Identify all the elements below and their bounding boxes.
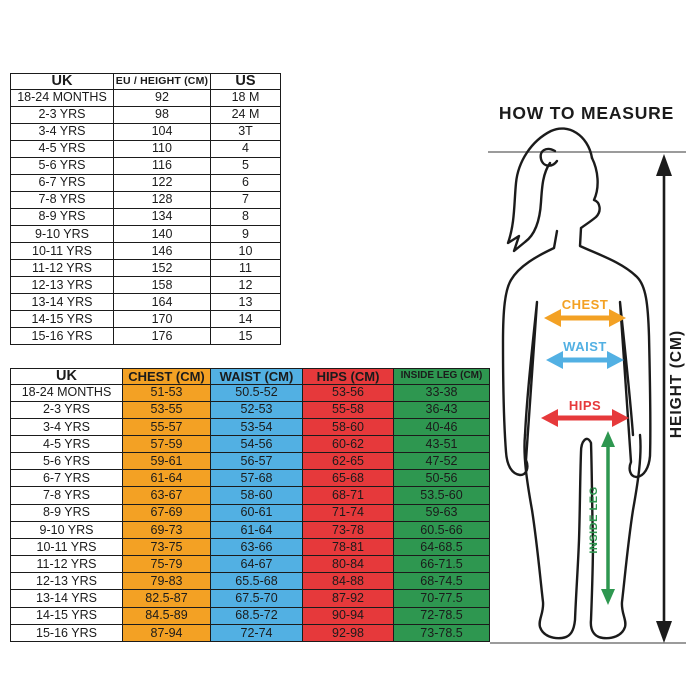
table-cell: 33-38 bbox=[394, 384, 490, 401]
table-cell: 5-6 YRS bbox=[11, 453, 123, 470]
table-row bbox=[11, 401, 490, 418]
table-cell: 12 bbox=[211, 276, 281, 293]
table-cell: 73-75 bbox=[123, 538, 211, 555]
table-cell: 14-15 YRS bbox=[11, 310, 114, 327]
table-cell: 87-92 bbox=[303, 590, 394, 607]
table-cell: 9 bbox=[211, 225, 281, 242]
table-cell: 5 bbox=[211, 157, 281, 174]
table-cell: 65-68 bbox=[303, 470, 394, 487]
table-cell: 72-78.5 bbox=[394, 607, 490, 624]
table-cell: 11 bbox=[211, 259, 281, 276]
table-cell: 72-74 bbox=[211, 624, 303, 641]
table-cell: 73-78.5 bbox=[394, 624, 490, 641]
table-cell: 5-6 YRS bbox=[11, 157, 114, 174]
table-cell: 152 bbox=[114, 259, 211, 276]
table-cell: 3-4 YRS bbox=[11, 418, 123, 435]
table-cell: 9-10 YRS bbox=[11, 225, 114, 242]
table-cell: 8-9 YRS bbox=[11, 208, 114, 225]
table-cell: 6-7 YRS bbox=[11, 174, 114, 191]
table-row bbox=[11, 487, 490, 504]
table-row bbox=[11, 140, 281, 157]
table-cell: 63-66 bbox=[211, 538, 303, 555]
table-cell: 4-5 YRS bbox=[11, 435, 123, 452]
table-cell: 140 bbox=[114, 225, 211, 242]
table-cell: 3T bbox=[211, 123, 281, 140]
table-cell: 146 bbox=[114, 242, 211, 259]
column-header-hips: HIPS (CM) bbox=[303, 369, 394, 385]
table-cell: 164 bbox=[114, 293, 211, 310]
table-cell: 128 bbox=[114, 191, 211, 208]
table-cell: 53-56 bbox=[303, 384, 394, 401]
table-cell: 59-61 bbox=[123, 453, 211, 470]
table-cell: 18-24 MONTHS bbox=[11, 89, 114, 106]
table-cell: 53-55 bbox=[123, 401, 211, 418]
table-cell: 40-46 bbox=[394, 418, 490, 435]
table-cell: 60-61 bbox=[211, 504, 303, 521]
table-cell: 64-67 bbox=[211, 556, 303, 573]
table-cell: 11-12 YRS bbox=[11, 259, 114, 276]
waist-label: WAIST bbox=[563, 339, 607, 354]
chest-label: CHEST bbox=[561, 297, 609, 312]
table-cell: 80-84 bbox=[303, 556, 394, 573]
hair-ponytail-outline bbox=[508, 129, 592, 251]
table-cell: 61-64 bbox=[123, 470, 211, 487]
left-arm-outline bbox=[503, 231, 557, 475]
table-row bbox=[11, 157, 281, 174]
table-cell: 75-79 bbox=[123, 556, 211, 573]
table-row bbox=[11, 538, 490, 555]
table-row bbox=[11, 242, 281, 259]
table-cell: 68-74.5 bbox=[394, 573, 490, 590]
table-cell: 18-24 MONTHS bbox=[11, 384, 123, 401]
table-cell: 55-58 bbox=[303, 401, 394, 418]
table-cell: 59-63 bbox=[394, 504, 490, 521]
waist-arrowhead-left bbox=[546, 351, 563, 369]
child-outline-figure bbox=[503, 129, 650, 639]
table-cell: 14-15 YRS bbox=[11, 607, 123, 624]
hips-arrowhead-left bbox=[541, 409, 558, 427]
measurement-diagram bbox=[480, 90, 700, 670]
header-row bbox=[11, 369, 490, 385]
table-cell: 84.5-89 bbox=[123, 607, 211, 624]
table-cell: 170 bbox=[114, 310, 211, 327]
table-cell: 10-11 YRS bbox=[11, 538, 123, 555]
table-row bbox=[11, 310, 281, 327]
table-cell: 8-9 YRS bbox=[11, 504, 123, 521]
table-cell: 73-78 bbox=[303, 521, 394, 538]
table-cell: 13-14 YRS bbox=[11, 293, 114, 310]
table-cell: 50.5-52 bbox=[211, 384, 303, 401]
how-to-measure-title: HOW TO MEASURE bbox=[498, 103, 675, 123]
table-cell: 69-73 bbox=[123, 521, 211, 538]
table-cell: 10-11 YRS bbox=[11, 242, 114, 259]
table-row bbox=[11, 225, 281, 242]
table-cell: 14 bbox=[211, 310, 281, 327]
table-cell: 43-51 bbox=[394, 435, 490, 452]
inside-leg-arrowhead-top bbox=[601, 431, 615, 447]
table-row bbox=[11, 276, 281, 293]
table-cell: 4-5 YRS bbox=[11, 140, 114, 157]
table-cell: 65.5-68 bbox=[211, 573, 303, 590]
table-row bbox=[11, 521, 490, 538]
table-cell: 6 bbox=[211, 174, 281, 191]
inside-leg-label: INSIDE LEG bbox=[588, 486, 600, 554]
table-cell: 84-88 bbox=[303, 573, 394, 590]
table-cell: 52-53 bbox=[211, 401, 303, 418]
table-cell: 58-60 bbox=[211, 487, 303, 504]
table-cell: 92-98 bbox=[303, 624, 394, 641]
table-row bbox=[11, 327, 281, 344]
column-header-waist: WAIST (CM) bbox=[211, 369, 303, 385]
size-conversion-table bbox=[10, 73, 281, 345]
table-cell: 63-67 bbox=[123, 487, 211, 504]
table-row bbox=[11, 573, 490, 590]
column-header-us: US bbox=[211, 74, 281, 90]
table-row bbox=[11, 191, 281, 208]
table-cell: 7 bbox=[211, 191, 281, 208]
table-cell: 53.5-60 bbox=[394, 487, 490, 504]
table-cell: 67.5-70 bbox=[211, 590, 303, 607]
table-cell: 60-62 bbox=[303, 435, 394, 452]
table-row bbox=[11, 123, 281, 140]
table-cell: 3-4 YRS bbox=[11, 123, 114, 140]
table-cell: 6-7 YRS bbox=[11, 470, 123, 487]
chest-arrowhead-left bbox=[544, 309, 561, 327]
table-row bbox=[11, 607, 490, 624]
table-cell: 7-8 YRS bbox=[11, 487, 123, 504]
column-header-uk: UK bbox=[11, 74, 114, 90]
table-cell: 54-56 bbox=[211, 435, 303, 452]
table-cell: 110 bbox=[114, 140, 211, 157]
table-cell: 64-68.5 bbox=[394, 538, 490, 555]
column-header-inside-leg: INSIDE LEG (CM) bbox=[394, 369, 490, 385]
table-cell: 8 bbox=[211, 208, 281, 225]
table-cell: 82.5-87 bbox=[123, 590, 211, 607]
table-row bbox=[11, 470, 490, 487]
hips-label: HIPS bbox=[568, 398, 602, 413]
header-row bbox=[11, 74, 281, 90]
table-row bbox=[11, 293, 281, 310]
table-cell: 10 bbox=[211, 242, 281, 259]
table-cell: 57-59 bbox=[123, 435, 211, 452]
table-cell: 36-43 bbox=[394, 401, 490, 418]
waist-arrowhead-right bbox=[607, 351, 624, 369]
table-cell: 12-13 YRS bbox=[11, 573, 123, 590]
table-cell: 79-83 bbox=[123, 573, 211, 590]
table-row bbox=[11, 259, 281, 276]
table-row bbox=[11, 174, 281, 191]
table-cell: 57-68 bbox=[211, 470, 303, 487]
table-cell: 90-94 bbox=[303, 607, 394, 624]
height-label: HEIGHT (CM) bbox=[668, 329, 685, 439]
column-header-eu-height: EU / HEIGHT (CM) bbox=[114, 74, 211, 90]
table-cell: 68-71 bbox=[303, 487, 394, 504]
table-cell: 7-8 YRS bbox=[11, 191, 114, 208]
table-cell: 18 M bbox=[211, 89, 281, 106]
table-cell: 50-56 bbox=[394, 470, 490, 487]
table-cell: 66-71.5 bbox=[394, 556, 490, 573]
table-cell: 92 bbox=[114, 89, 211, 106]
table-cell: 104 bbox=[114, 123, 211, 140]
table-cell: 51-53 bbox=[123, 384, 211, 401]
table-cell: 116 bbox=[114, 157, 211, 174]
table-cell: 122 bbox=[114, 174, 211, 191]
table-row bbox=[11, 504, 490, 521]
table-row bbox=[11, 453, 490, 470]
table-cell: 55-57 bbox=[123, 418, 211, 435]
table-cell: 98 bbox=[114, 106, 211, 123]
table-cell: 13 bbox=[211, 293, 281, 310]
table-row bbox=[11, 89, 281, 106]
table-cell: 158 bbox=[114, 276, 211, 293]
table-cell: 60.5-66 bbox=[394, 521, 490, 538]
table-row bbox=[11, 384, 490, 401]
table-cell: 71-74 bbox=[303, 504, 394, 521]
table-cell: 11-12 YRS bbox=[11, 556, 123, 573]
table-cell: 53-54 bbox=[211, 418, 303, 435]
table-cell: 15-16 YRS bbox=[11, 327, 114, 344]
table-cell: 61-64 bbox=[211, 521, 303, 538]
table-cell: 12-13 YRS bbox=[11, 276, 114, 293]
legs-feet-outline bbox=[524, 435, 640, 638]
table-cell: 70-77.5 bbox=[394, 590, 490, 607]
table-row bbox=[11, 208, 281, 225]
table-cell: 15 bbox=[211, 327, 281, 344]
table-cell: 68.5-72 bbox=[211, 607, 303, 624]
table-row bbox=[11, 624, 490, 641]
table-cell: 134 bbox=[114, 208, 211, 225]
height-arrowhead-bottom bbox=[656, 621, 672, 643]
table-cell: 58-60 bbox=[303, 418, 394, 435]
table-cell: 176 bbox=[114, 327, 211, 344]
table-row bbox=[11, 590, 490, 607]
table-cell: 24 M bbox=[211, 106, 281, 123]
table-cell: 47-52 bbox=[394, 453, 490, 470]
inside-leg-arrowhead-bottom bbox=[601, 589, 615, 605]
table-cell: 9-10 YRS bbox=[11, 521, 123, 538]
table-row bbox=[11, 106, 281, 123]
table-cell: 56-57 bbox=[211, 453, 303, 470]
table-cell: 87-94 bbox=[123, 624, 211, 641]
table-row bbox=[11, 556, 490, 573]
body-measurements-table bbox=[10, 368, 490, 642]
column-header-uk: UK bbox=[11, 369, 123, 385]
table-cell: 2-3 YRS bbox=[11, 106, 114, 123]
table-cell: 13-14 YRS bbox=[11, 590, 123, 607]
table-cell: 67-69 bbox=[123, 504, 211, 521]
table-cell: 15-16 YRS bbox=[11, 624, 123, 641]
height-arrowhead-top bbox=[656, 154, 672, 176]
table-cell: 4 bbox=[211, 140, 281, 157]
column-header-chest: CHEST (CM) bbox=[123, 369, 211, 385]
table-row bbox=[11, 418, 490, 435]
table-cell: 62-65 bbox=[303, 453, 394, 470]
table-cell: 78-81 bbox=[303, 538, 394, 555]
table-cell: 2-3 YRS bbox=[11, 401, 123, 418]
table-row bbox=[11, 435, 490, 452]
